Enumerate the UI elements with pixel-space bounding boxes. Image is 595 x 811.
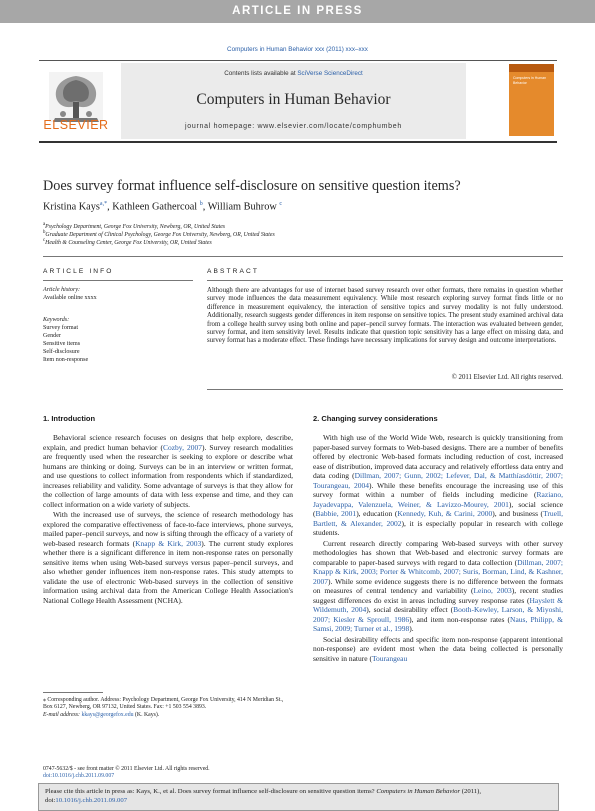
author-superscript[interactable]: c [279,201,283,207]
affiliation [43,238,403,246]
text-run: ). While some evidence suggests there is no difference between the formats on measures of central tendency and variability ( [313,576,563,596]
citation-journal: Computers in Human Behavior [376,788,461,795]
article-info-rule [43,280,193,281]
author-name[interactable]: Kathleen Gathercoal [112,201,198,213]
text-run: Social desirability effects and specific item non-response (apparent intentional non-response) are evident most when the data being collected is personally sensitive in nature ( [313,634,563,663]
citation-link[interactable]: Kennedy, Kuh, & Carini, 2000 [397,509,493,518]
affiliation-sup: b [43,230,46,235]
text-run: ), and item non-response rates ( [409,614,511,624]
keyword-item: Item non-response [43,357,89,363]
citation-link[interactable]: Leino, 2003 [473,586,512,596]
elsevier-wordmark: ELSEVIER [43,118,109,132]
author-name[interactable]: Kristina Kays [43,201,100,213]
abstract-copyright: © 2011 Elsevier Ltd. All rights reserved. [451,374,563,381]
issn-doi-block [43,766,210,781]
body-paragraph [313,635,563,664]
abstract-text: Although there are advantages for use of internet based survey research over other formats, there remains in question whether survey mode influences the data measurement equivalency. While most research exploring survey format finds little or no difference in measurement equivalency, the interaction of sensitive topics and survey modality is not fully understood. Additionally, research suggests gender differences in item response on sensitive topics. The present study examined archival data from a college health survey using both online and paper–pencil survey formats. The interaction was evaluated between gender, survey format, and item sensitivity level. Results indicate that question topic sensitivity has a large effect on missing data, and survey format has a moderate effect. These findings have necessary implications for survey design and outcome interpretations. [207,287,563,345]
email-line [43,712,293,719]
text-run: With the increased use of surveys, the science of research methodology has explored the comparative effectiveness of face-to-face interviews, phone surveys, mailed paper–pencil surveys, and now is sifting through the efficacy of a variety of web-based research formats ( [43,510,293,548]
intro-paragraph [43,433,293,509]
doi-link[interactable]: doi:10.1016/j.chb.2011.09.007 [43,773,115,780]
citation-link[interactable]: Dillman, 2007; Knapp & Kirk, 2003; Porter & Whitcomb, 2007; Suris, Borman, Lind, & Kashner, 2007 [313,557,563,586]
front-matter-rule [43,256,563,257]
cover-stripe [509,64,554,72]
journal-title: Computers in Human Behavior [196,91,391,108]
contents-prefix: Contents lists available at [224,70,296,77]
citation-link[interactable]: Naus, Philipp, & Samsi, 2009; Turner et al., 1998 [313,614,563,634]
header-top-rule [39,60,557,61]
text-run: ). [409,624,414,634]
author-superscript[interactable]: b [199,201,203,207]
affiliation-text: Psychology Department, George Fox University, Newberg, OR, United States [45,223,226,230]
affiliation [43,222,403,230]
email-label: E-mail address: [43,711,80,718]
email-link[interactable]: kkays@georgefox.edu [81,711,134,718]
journal-header [39,60,557,143]
citation-prefix: Please cite this article in press as: Kays, K., et al. Does survey format influence self-disclosure on sensitive question items? [45,788,375,795]
affiliation-text: Graduate Department of Clinical Psychology, George Fox University, Newberg, OR, United States [45,231,275,238]
citation-link[interactable]: Babbie, 2001 [315,509,357,518]
author-name[interactable]: William Buhrow [207,201,277,213]
citation-doi-link[interactable]: 10.1016/j.chb.2011.09.007 [55,797,128,804]
citation-mid: (2011), doi: [45,788,482,804]
citation-link[interactable]: Dillman, 2007; Gunn, 2002; Lefever, Dal, & Matthíasdóttir, 2007; Tourangeau, 2004 [313,471,563,490]
abstract-bottom-rule [207,389,563,390]
text-run: ), recent studies suggest differences do exist in areas including survey response rates ( [313,586,564,605]
text-run: ), education ( [356,509,398,518]
email-suffix: (K. Kays). [133,711,160,718]
history-value: Available online xxxx [43,295,97,301]
text-run: ), social science ( [313,499,563,518]
affiliation [43,230,403,238]
keywords-label: Keywords: [43,317,70,323]
citation-link[interactable]: Truell, Bartlett, & Alexander, 2002 [313,509,563,528]
section-heading-introduction: 1. Introduction [43,414,96,423]
section-heading-changing-survey: 2. Changing survey considerations [313,414,438,423]
citation-link[interactable]: Raziano, Jayadevappa, Valenzuela, Weiner, & Lavizzo-Mourey, 2001 [313,490,563,509]
citation-link[interactable]: Tourangeau [371,653,408,663]
article-in-press-banner: ARTICLE IN PRESS [0,0,595,23]
header-bottom-rule [39,141,557,143]
affiliation-sup: c [43,238,46,243]
text-run: ), and business ( [492,509,544,518]
keyword-item: Survey format [43,325,79,331]
citation-link[interactable]: Knapp & Kirk, 2003 [135,538,202,548]
abstract-label: ABSTRACT [207,268,259,275]
affiliation-text: Health & Counseling Center, George Fox University, OR, United States [45,239,212,246]
cover-title: Computers in Human Behavior [513,76,547,85]
keyword-item: Gender [43,333,61,339]
citation-link[interactable]: Cozby, 2007 [162,442,202,452]
journal-reference-link[interactable]: Computers in Human Behavior xxx (2011) xxx–xxx [227,46,368,53]
text-run: With high use of the World Wide Web, research is quickly transitioning from paper-based survey formats to Web-based designs. There are a number of benefits offered by electronic Web-based formats including reduction of cost, increased ease of distribution, improved data accuracy and relatively effortless data entry and data coding ( [313,433,563,480]
left-column-text [43,433,293,605]
journal-homepage[interactable]: journal homepage: www.elsevier.com/locate/comphumbeh [185,123,402,130]
journal-cover-thumbnail [509,64,554,136]
affiliation-sup: a [43,222,46,227]
issn-line: 0747-5632/$ - see front matter © 2011 Elsevier Ltd. All rights reserved. [43,766,210,772]
right-column-text [313,433,563,663]
corresponding-author-footnote [43,697,293,719]
citation-link[interactable]: Booth-Kewley, Larson, & Miyoshi, 2007; Kiesler & Sproull, 1986 [313,605,563,624]
sciencedirect-link[interactable]: SciVerse ScienceDirect [297,70,363,77]
text-run: ). While these benefits encourage the increasing use of this survey format within a number of fields including medicine ( [313,480,564,499]
text-run: ), social desirability effect ( [366,605,454,615]
keyword-item: Self-disclosure [43,349,80,355]
text-run: ). The current study explores whether there is a significant difference in item non-response rates on personally sensitive items when using Web-based surveys versus paper–pencil surveys, and also whether gender influences item non-response rates. This study attempts to validate the use of electronic Web-based surveys in the collection of sensitive information using archival data from the American College Health Association's National College Health Assessment (NCHA). [43,538,293,605]
footnote-text: ⁎ Corresponding author. Address: Psychology Department, George Fox University, 414 N Meridian St., Box 6127, Newberg, OR 97132, United States. Fax: +1 503 554 3893. [43,697,284,711]
abstract-rule [207,280,563,281]
history-label: Article history: [43,287,81,293]
contents-line [121,70,466,77]
citation-link[interactable]: Hayslett & Wildemuth, 2004 [313,595,563,615]
footnote-rule [43,692,103,693]
keyword-item: Sensitive items [43,341,81,347]
article-title: Does survey format influence self-disclosure on sensitive question items? [43,178,461,194]
body-paragraph [313,539,563,634]
author-superscript[interactable]: a,* [99,201,108,207]
journal-masthead [121,63,466,139]
citation-box [38,783,559,811]
author-list: Kristina Kays$^{a,*}$, Kathleen Gathercoal $^b$, William Buhrow $^c$ [43,201,283,213]
text-run: Behavioral science research focuses on designs that help explore, describe, explain, and predict human behavior ( [43,433,293,452]
text-run: ). Survey research modalities are frequently used when the researcher is seeking to explore or describe what humans are thinking or doing. Surveys can be in an interview or written format, and use questions to collect information from respondents which if standardized, increases reliability and validity. Some advantage of surveys is that they allow for the collection of large amounts of data with less expense and time, and they can collect information on a wide variety of subjects. [43,442,293,509]
text-run: Current research directly comparing Web-based surveys with other survey methodologies has shown that Web-based and electronic survey formats are comparable to paper-based surveys with regard to data collection ( [313,538,563,567]
body-paragraph [313,433,563,538]
article-info-label: ARTICLE INFO [43,268,114,275]
intro-paragraph [43,510,293,605]
text-run: ), it is especially popular in research with college students. [313,518,563,537]
